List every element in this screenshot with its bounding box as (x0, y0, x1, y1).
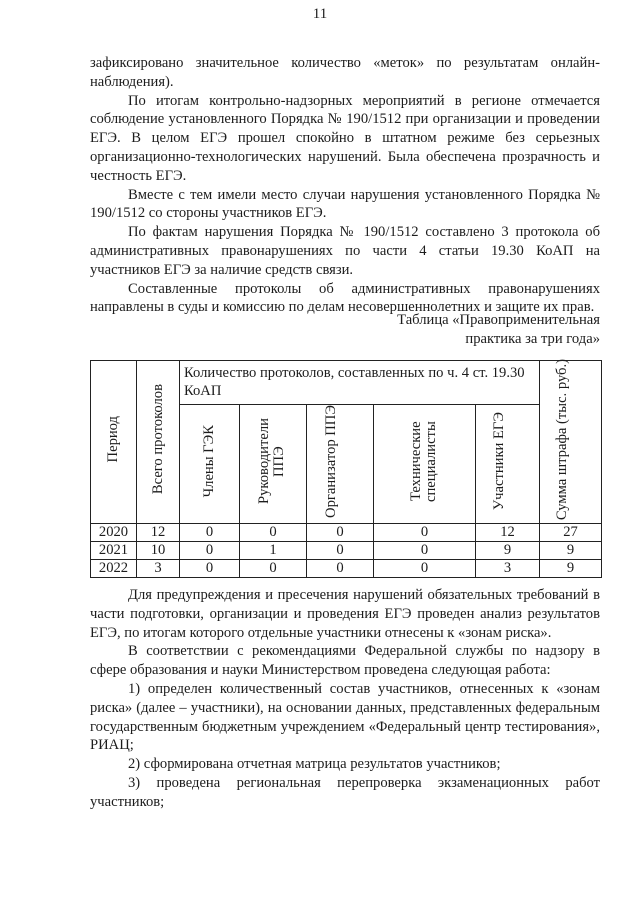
cell-total: 3 (137, 560, 180, 578)
table-row (91, 542, 602, 560)
paragraph: Составленные протоколы об административных правонарушениях направлены в суды и комиссию по делам несовершеннолетних и защите их прав. (90, 280, 600, 316)
cell-heads: 0 (240, 560, 307, 578)
cell-gek: 0 (180, 524, 240, 542)
cell-fine: 9 (540, 542, 602, 560)
cell-fine: 9 (540, 560, 602, 578)
cell-participants: 12 (476, 524, 540, 542)
text-block-bottom (90, 586, 600, 812)
paragraph: 3) проведена региональная перепроверка экзаменационных работ участников; (90, 774, 600, 810)
cell-tech: 0 (374, 560, 476, 578)
cell-participants: 9 (476, 542, 540, 560)
paragraph: В соответствии с рекомендациями Федеральной службы по надзору в сфере образования и науки Министерством проведена следующая работа: (90, 643, 600, 679)
table-caption-line: Таблица «Правоприменительная (397, 312, 600, 328)
page-number: 11 (312, 6, 328, 22)
cell-organizer: 0 (307, 542, 374, 560)
cell-year: 2021 (91, 542, 137, 560)
paragraph: Для предупреждения и пресечения нарушений обязательных требований в части подготовки, организации и проведения ЕГЭ проведен анализ результатов ЕГЭ, по итогам которого отдельные участники отнесены к «зонам риска». (90, 587, 600, 641)
cell-participants: 3 (476, 560, 540, 578)
table-row (91, 560, 602, 578)
header-fine: Сумма штрафа (тыс. руб.) (540, 361, 602, 524)
header-gek: Члены ГЭК (180, 405, 240, 524)
paragraph: 1) определен количественный состав участников, отнесенных к «зонам риска» (далее – участники), на основании данных, представленных федеральным государственным бюджетным учреждением «Федеральный центр тестирования», РИАЦ; (90, 680, 600, 754)
paragraph: зафиксировано значительное количество «меток» по результатам онлайн-наблюдения). (90, 55, 600, 90)
table-row (91, 524, 602, 542)
cell-gek: 0 (180, 542, 240, 560)
header-organizer: Организатор ППЭ (307, 405, 374, 524)
cell-fine: 27 (540, 524, 602, 542)
table-caption-line: практика за три года» (465, 330, 600, 347)
table-header-row (91, 361, 602, 405)
cell-year: 2020 (91, 524, 137, 542)
cell-gek: 0 (180, 560, 240, 578)
cell-heads: 0 (240, 524, 307, 542)
paragraph: По фактам нарушения Порядка № 190/1512 составлено 3 протокола об административных правонарушениях по части 4 статьи 19.30 КоАП на участников ЕГЭ за наличие средств связи. (90, 224, 600, 278)
practice-table (90, 360, 602, 578)
cell-total: 10 (137, 542, 180, 560)
header-group: Количество протоколов, составленных по ч. 4 ст. 19.30 КоАП (180, 361, 540, 405)
cell-tech: 0 (374, 524, 476, 542)
cell-organizer: 0 (307, 560, 374, 578)
header-tech: Технические специалисты (374, 405, 476, 524)
cell-heads: 1 (240, 542, 307, 560)
header-total: Всего протоколов (137, 361, 180, 524)
paragraph: Вместе с тем имели место случаи нарушения установленного Порядка № 190/1512 со стороны участников ЕГЭ. (90, 186, 600, 222)
header-heads: Руководители ППЭ (240, 405, 307, 524)
text-block-top (90, 54, 600, 317)
cell-organizer: 0 (307, 524, 374, 542)
paragraph: По итогам контрольно-надзорных мероприятий в регионе отмечается соблюдение установленного Порядка № 190/1512 при организации и проведении ЕГЭ. В целом ЕГЭ прошел спокойно в штатном режиме без серьезных организационно-технологических нарушений. Была обеспечена прозрачность и честность ЕГЭ. (90, 92, 600, 184)
table-caption (380, 311, 600, 349)
header-period: Период (91, 361, 137, 524)
cell-year: 2022 (91, 560, 137, 578)
paragraph: 2) сформирована отчетная матрица результатов участников; (128, 756, 501, 773)
cell-total: 12 (137, 524, 180, 542)
header-participants: Участники ЕГЭ (476, 405, 540, 524)
cell-tech: 0 (374, 542, 476, 560)
